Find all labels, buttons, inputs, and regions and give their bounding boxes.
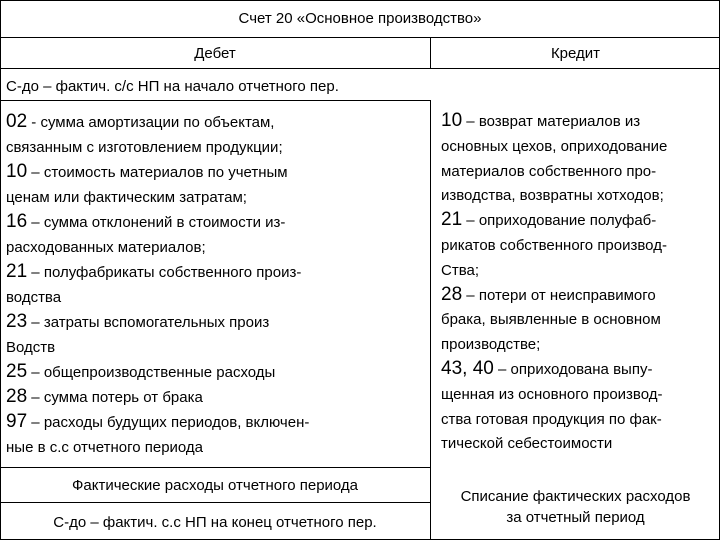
debit-line-code: 16: [6, 211, 28, 232]
debit-line: [6, 209, 309, 234]
debit-line-text: расходованных материалов;: [6, 239, 206, 256]
credit-line: [441, 357, 667, 382]
header-divider: [0, 68, 720, 69]
debit-line-text: – затраты вспомогательных произ: [27, 314, 270, 331]
closing-balance: С-до – фактич. с.с НП на конец отчетного пер.: [53, 514, 377, 531]
debit-line: [6, 284, 309, 309]
credit-line: [441, 382, 667, 407]
opening-balance: С-до – фактич. с/с НП на начало отчетного пер.: [6, 78, 339, 95]
debit-line-text: – сумма потерь от брака: [27, 389, 203, 406]
debit-line: [6, 134, 309, 159]
debit-total: Фактические расходы отчетного периода: [71, 477, 359, 494]
debit-line: [6, 409, 309, 434]
debit-line: [6, 159, 309, 184]
debit-line-text: ные в с.с отчетного периода: [6, 439, 204, 456]
debit-line-text: – сумма отклонений в стоимости из-: [27, 214, 286, 231]
debit-line-text: Водств: [6, 339, 56, 356]
credit-line: [441, 332, 667, 357]
credit-line-text: рикатов собственного производ-: [441, 236, 667, 254]
credit-line: [441, 134, 667, 159]
credit-total-line2: за отчетный период: [506, 509, 645, 526]
credit-total: [431, 486, 720, 528]
debit-line: [6, 309, 309, 334]
debit-line-code: 10: [6, 161, 28, 182]
debit-line: [6, 109, 309, 134]
credit-line: [441, 431, 667, 456]
debit-line-code: 21: [6, 261, 28, 282]
credit-line-text: – оприходование полуфаб-: [462, 212, 657, 230]
entries-divider: [0, 467, 430, 468]
debit-line-text: - сумма амортизации по объектам,: [27, 114, 275, 131]
credit-total-line1: Списание фактических расходов: [460, 488, 691, 505]
debit-line-code: 28: [6, 386, 28, 407]
credit-line-text: – потери от неисправимого: [462, 286, 656, 304]
credit-line-text: Ства;: [441, 261, 480, 279]
credit-entries: [441, 109, 667, 456]
credit-line-text: ства готовая продукция по фак-: [441, 410, 662, 428]
credit-line: [441, 208, 667, 233]
total-divider: [0, 502, 430, 503]
credit-line-text: брака, выявленные в основном: [441, 311, 661, 329]
debit-line: [6, 384, 309, 409]
credit-line: [441, 283, 667, 308]
credit-line-code: 28: [441, 283, 463, 305]
debit-line: [6, 334, 309, 359]
credit-line-text: основных цехов, оприходование: [441, 137, 668, 155]
debit-line-code: 25: [6, 361, 28, 382]
debit-line: [6, 259, 309, 284]
credit-line: [441, 407, 667, 432]
debit-line-code: 97: [6, 411, 28, 432]
credit-line-text: материалов собственного про-: [441, 162, 657, 180]
debit-line-text: – расходы будущих периодов, включен-: [27, 414, 310, 431]
credit-line-text: изводства, возвратны хотходов;: [441, 187, 664, 205]
credit-line: [441, 183, 667, 208]
column-divider: [430, 100, 431, 540]
border-left: [0, 0, 1, 540]
debit-line: [6, 434, 309, 459]
debit-line-text: – общепроизводственные расходы: [27, 364, 276, 381]
opening-divider: [0, 100, 430, 101]
credit-header: Кредит: [550, 45, 601, 62]
debit-line-code: 23: [6, 311, 28, 332]
debit-line-code: 02: [6, 111, 28, 132]
credit-line-code: 10: [441, 110, 463, 131]
debit-line: [6, 234, 309, 259]
debit-line: [6, 359, 309, 384]
credit-line-text: – оприходована выпу-: [493, 360, 653, 378]
credit-line-text: – возврат материалов из: [462, 113, 641, 130]
credit-line-code: 43, 40: [441, 357, 494, 379]
debit-header: Дебет: [194, 45, 236, 62]
credit-line: [441, 233, 667, 258]
credit-line-code: 21: [441, 209, 463, 231]
debit-line-text: – полуфабрикаты собственного произ-: [27, 264, 302, 281]
account-title: Счет 20 «Основное производство»: [238, 10, 482, 27]
debit-entries: [6, 109, 309, 459]
debit-line-text: водства: [6, 289, 62, 306]
title-divider: [0, 37, 720, 38]
debit-line-text: связанным с изготовлением продукции;: [6, 139, 283, 156]
credit-line: [441, 307, 667, 332]
credit-line: [441, 258, 667, 283]
credit-line: [441, 159, 667, 184]
credit-line-text: щенная из основного производ-: [441, 385, 663, 403]
debit-line-text: – стоимость материалов по учетным: [27, 164, 288, 181]
border-top: [0, 0, 720, 1]
debit-line: [6, 184, 309, 209]
debit-line-text: ценам или фактическим затратам;: [6, 189, 247, 206]
credit-line-text: тической себестоимости: [441, 435, 613, 453]
credit-line-text: производстве;: [441, 336, 541, 354]
credit-line: [441, 109, 667, 134]
